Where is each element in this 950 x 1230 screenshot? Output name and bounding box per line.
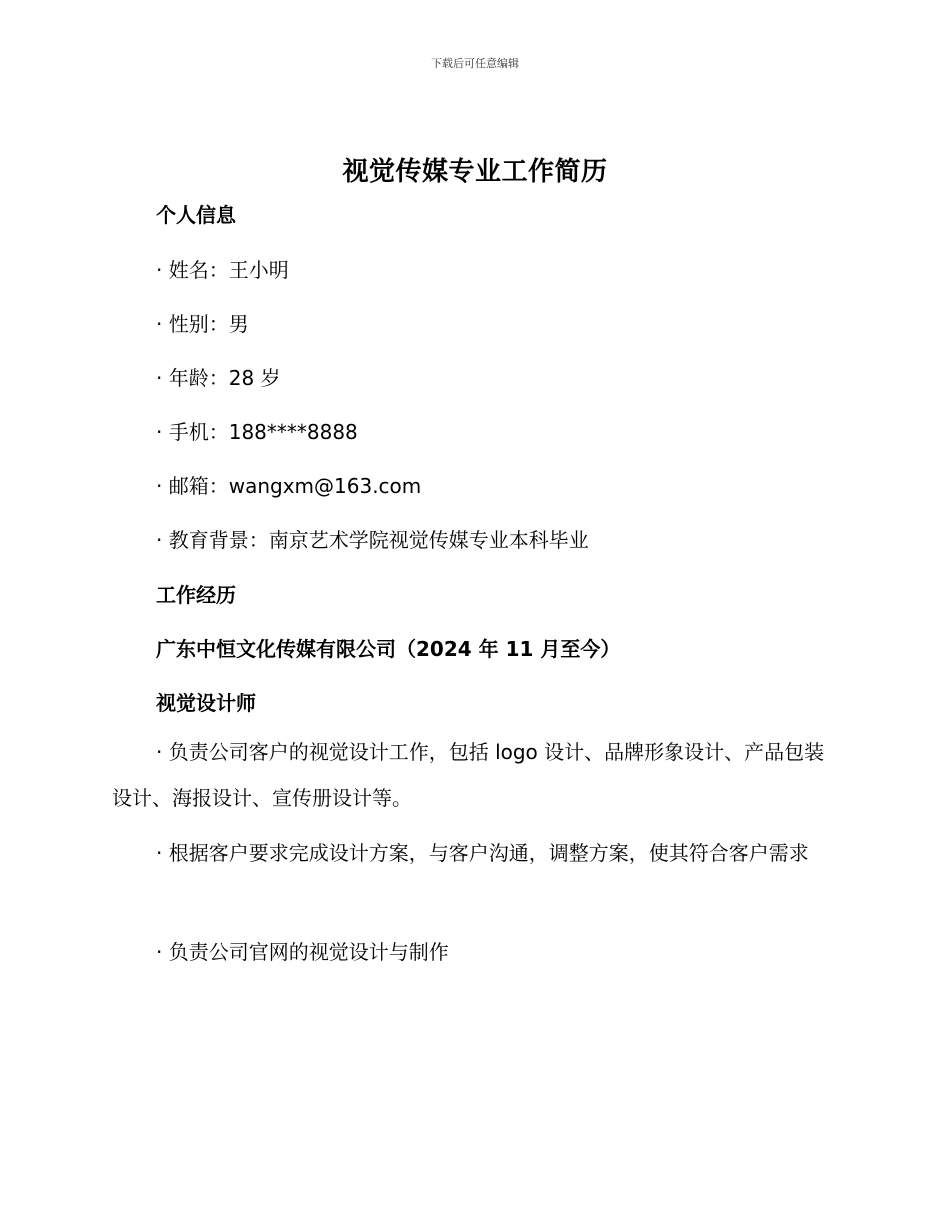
info-item-email: · 邮箱：wangxm@163.com <box>156 474 422 498</box>
info-item-name: · 姓名：王小明 <box>156 258 289 282</box>
duty-item-3: · 负责公司官网的视觉设计与制作 <box>156 940 449 964</box>
work-experience-heading: 工作经历 <box>156 583 236 607</box>
document-title: 视觉传媒专业工作简历 <box>342 157 608 187</box>
duty-item-2: · 根据客户要求完成设计方案，与客户沟通，调整方案，使其符合客户需求 <box>156 841 809 865</box>
page-header-note: 下载后可任意编辑 <box>431 57 519 70</box>
position-title: 视觉设计师 <box>156 691 256 715</box>
info-item-gender: · 性别：男 <box>156 312 249 336</box>
info-item-phone: · 手机：188****8888 <box>156 420 358 444</box>
company-line: 广东中恒文化传媒有限公司（2024 年 11 月至今） <box>156 637 621 661</box>
info-item-education: · 教育背景：南京艺术学院视觉传媒专业本科毕业 <box>156 528 589 552</box>
info-item-age: · 年龄：28 岁 <box>156 366 281 390</box>
personal-info-heading: 个人信息 <box>156 203 236 227</box>
duty-item-1: · 负责公司客户的视觉设计工作，包括 logo 设计、品牌形象设计、产品包装设计、海报设计、宣传册设计等。 <box>112 740 825 810</box>
